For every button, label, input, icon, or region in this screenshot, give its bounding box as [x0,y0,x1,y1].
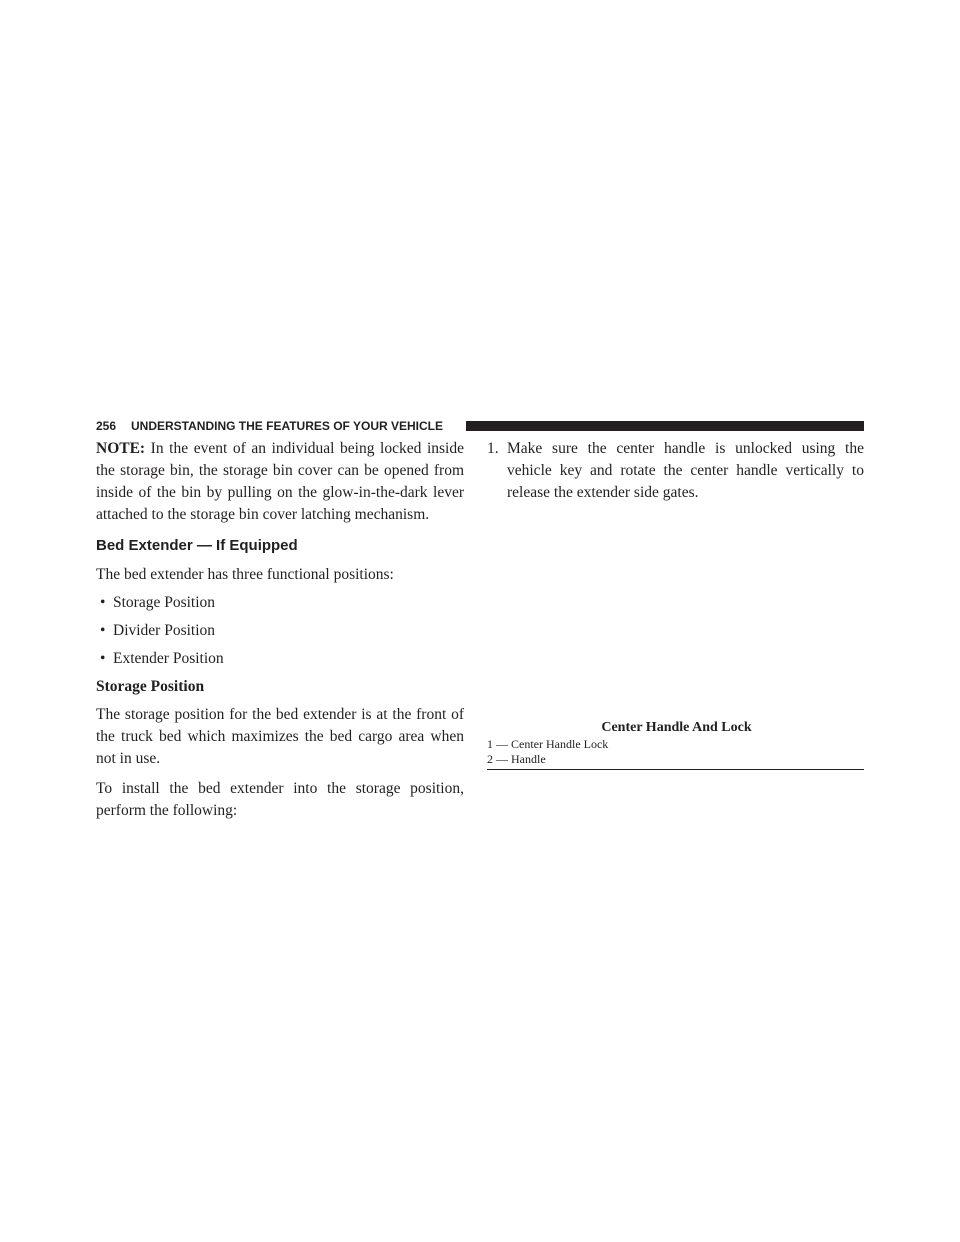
subheading-storage-position: Storage Position [96,678,205,695]
bullet-icon: • [100,622,106,639]
note-paragraph [96,438,464,526]
figure-title: Center Handle And Lock [601,720,752,735]
step-item [487,438,864,504]
list-item-label: Storage Position [113,594,216,611]
step-number: 1. [487,440,499,457]
list-item [96,592,464,614]
left-column [96,438,464,822]
list-item [96,648,464,670]
section-title: UNDERSTANDING THE FEATURES OF YOUR VEHICLE [131,419,444,433]
figure-legend-item: 2 — Handle [487,752,546,766]
positions-list [96,592,464,670]
figure-legend-item: 1 — Center Handle Lock [487,737,609,751]
page-header [0,417,864,435]
list-item-label: Divider Position [113,622,216,639]
install-instructions-paragraph: To install the bed extender into the storage position, perform the following: [96,780,464,819]
bullet-icon: • [100,650,106,667]
note-label: NOTE: [96,440,146,457]
bullet-icon: • [100,594,106,611]
list-item [96,620,464,642]
storage-description-paragraph: The storage position for the bed extender is at the front of the truck bed which maximizes the bed cargo area when not in use. [96,706,464,767]
page-number: 256 [96,419,117,433]
section-heading-bed-extender: Bed Extender — If Equipped [96,537,298,554]
intro-paragraph: The bed extender has three functional positions: [96,566,394,583]
note-text: In the event of an individual being locked inside the storage bin, the storage bin cover can be opened from inside of the bin by pulling on the glow-in-the-dark lever attached to the storage bin cover latching mechanism. [96,440,464,523]
step-text: Make sure the center handle is unlocked using the vehicle key and rotate the center handle vertically to release the extender side gates. [507,440,864,501]
list-item-label: Extender Position [113,650,224,667]
right-column [487,438,864,504]
header-rule-bar [466,421,864,431]
figure-rule [487,769,864,770]
figure-caption [487,719,864,770]
